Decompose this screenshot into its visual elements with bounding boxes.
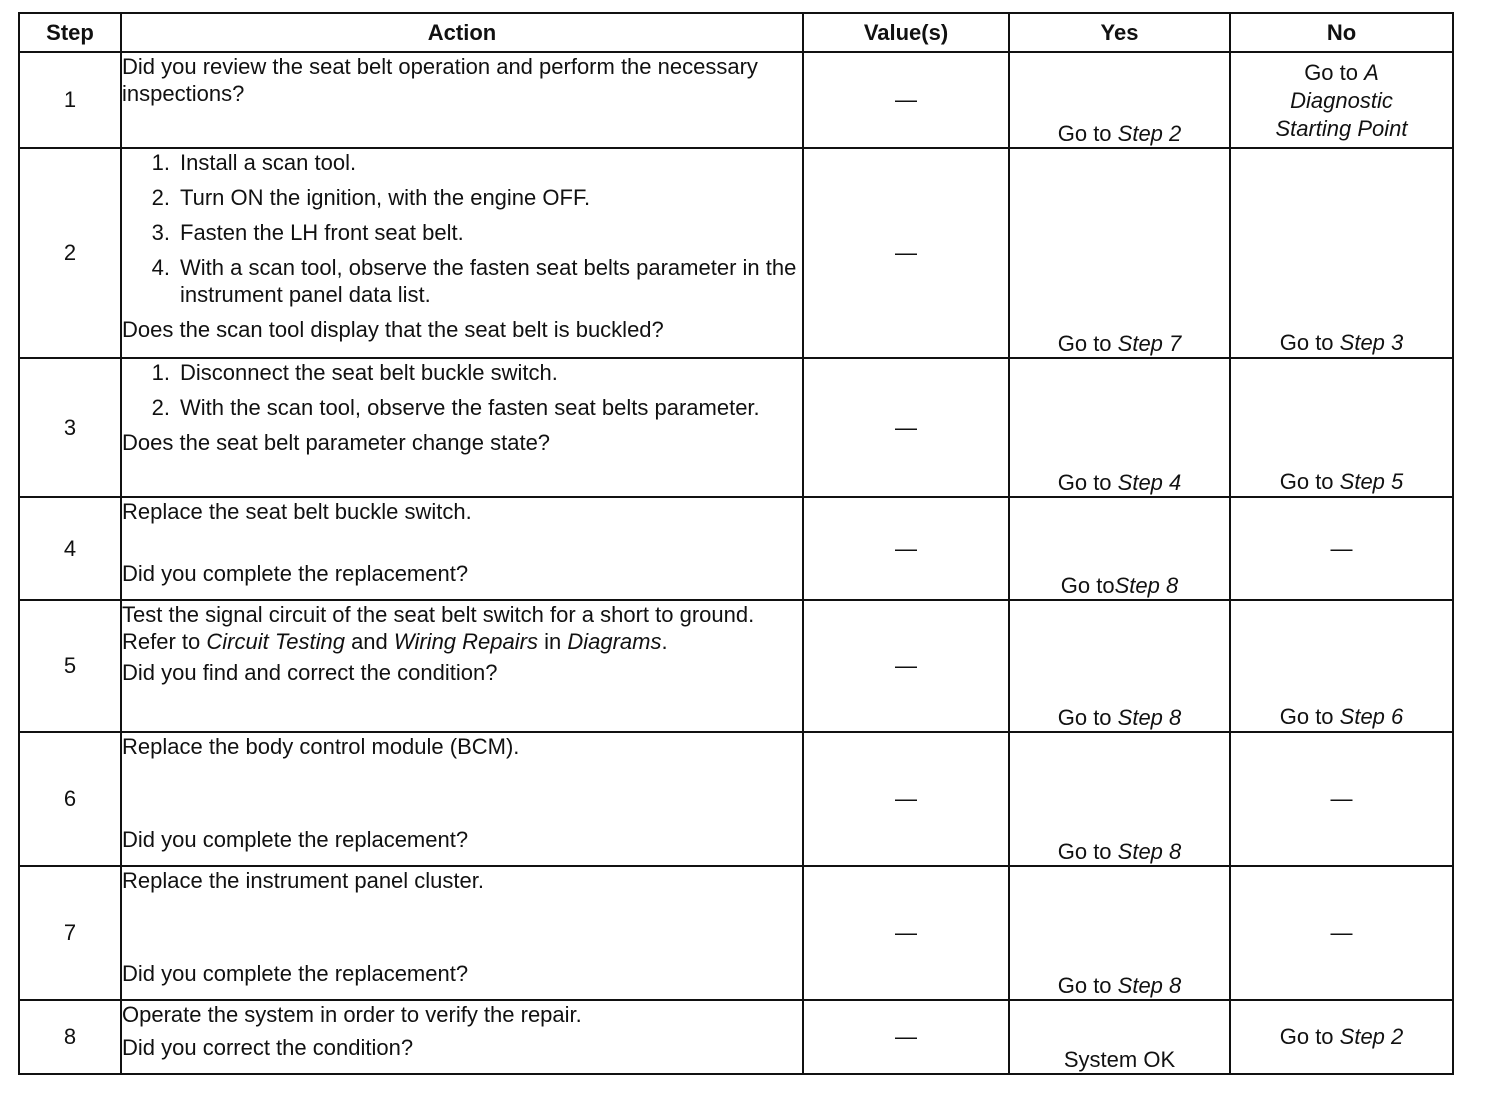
- header-no: No: [1230, 13, 1453, 52]
- yes-cell: [1009, 732, 1230, 866]
- no-step-link[interactable]: A Diagnostic Starting Point: [1275, 60, 1408, 141]
- no-prefix: Go to: [1279, 1024, 1340, 1049]
- no-prefix: Go to: [1279, 704, 1340, 729]
- action-steps-list: [122, 359, 802, 421]
- value-cell: —: [803, 358, 1009, 497]
- action-steps-list: [122, 149, 802, 308]
- no-step-link[interactable]: Step 6: [1339, 704, 1404, 729]
- action-text: Did you review the seat belt operation and perform the necessary inspections?: [122, 54, 758, 106]
- table-row: [19, 866, 1453, 1000]
- step-number: 4: [19, 497, 121, 600]
- yes-cell: [1009, 148, 1230, 358]
- action-cell: [121, 866, 803, 1000]
- yes-cell: [1009, 52, 1230, 148]
- step-number: 2: [19, 148, 121, 358]
- action-question: Does the seat belt parameter change state?: [122, 430, 551, 455]
- action-question: Did you find and correct the condition?: [122, 660, 498, 685]
- no-step-link[interactable]: Step 5: [1339, 469, 1404, 494]
- header-action: Action: [121, 13, 803, 52]
- yes-step-link[interactable]: Step 2: [1117, 121, 1182, 146]
- table-row: [19, 497, 1453, 600]
- action-cell: [121, 148, 803, 358]
- action-cell: [121, 732, 803, 866]
- list-item: 4. With a scan tool, observe the fasten seat belts parameter in the instrument panel data list.: [151, 255, 797, 307]
- table-row: [19, 732, 1453, 866]
- no-cell: [1230, 1000, 1453, 1074]
- yes-cell: System OK: [1009, 1000, 1230, 1074]
- step-number: 5: [19, 600, 121, 732]
- no-prefix: Go to: [1279, 469, 1340, 494]
- action-cell: [121, 358, 803, 497]
- step-number: 3: [19, 358, 121, 497]
- yes-prefix: Go to: [1057, 973, 1118, 998]
- value-cell: —: [803, 148, 1009, 358]
- no-cell: [1230, 148, 1453, 358]
- no-prefix: Go to: [1279, 330, 1340, 355]
- action-question: Did you complete the replacement?: [122, 961, 469, 986]
- action-text: Test the signal circuit of the seat belt switch for a short to ground. Refer to Circuit Testing and Wiring Repairs in Diagrams.: [122, 602, 755, 654]
- table-row: [19, 358, 1453, 497]
- yes-cell: [1009, 600, 1230, 732]
- yes-step-link[interactable]: Step 8: [1117, 839, 1182, 864]
- yes-prefix: Go to: [1057, 705, 1118, 730]
- action-question: Did you complete the replacement?: [122, 827, 469, 852]
- value-cell: —: [803, 600, 1009, 732]
- table-row: [19, 1000, 1453, 1074]
- action-text: Operate the system in order to verify the repair.: [122, 1002, 582, 1027]
- yes-prefix: Go to: [1057, 839, 1118, 864]
- no-step-link[interactable]: Step 3: [1339, 330, 1404, 355]
- yes-prefix: Go to: [1057, 470, 1118, 495]
- action-question: Did you complete the replacement?: [122, 561, 469, 586]
- table-row: [19, 600, 1453, 732]
- action-text: Replace the instrument panel cluster.: [122, 868, 484, 893]
- no-cell: —: [1230, 866, 1453, 1000]
- step-number: 8: [19, 1000, 121, 1074]
- list-item: 3. Fasten the LH front seat belt.: [151, 220, 464, 245]
- table-row: [19, 52, 1453, 148]
- header-values: Value(s): [803, 13, 1009, 52]
- value-cell: —: [803, 1000, 1009, 1074]
- no-cell: —: [1230, 497, 1453, 600]
- header-step: Step: [19, 13, 121, 52]
- action-question: Does the scan tool display that the seat belt is buckled?: [122, 317, 664, 342]
- step-number: 1: [19, 52, 121, 148]
- action-cell: [121, 497, 803, 600]
- action-text: Replace the body control module (BCM).: [122, 734, 520, 759]
- no-cell: [1230, 600, 1453, 732]
- action-cell: [121, 1000, 803, 1074]
- no-cell: —: [1230, 732, 1453, 866]
- value-cell: —: [803, 52, 1009, 148]
- yes-step-link[interactable]: Step 8: [1117, 705, 1182, 730]
- value-cell: —: [803, 732, 1009, 866]
- circuit-testing-link[interactable]: Circuit Testing: [206, 629, 345, 654]
- yes-cell: [1009, 497, 1230, 600]
- no-cell: [1230, 358, 1453, 497]
- no-prefix: Go to: [1304, 60, 1365, 85]
- action-question: Did you correct the condition?: [122, 1035, 414, 1060]
- list-item: 1. Install a scan tool.: [151, 150, 357, 175]
- yes-step-link[interactable]: Step 7: [1117, 331, 1182, 356]
- yes-cell: [1009, 358, 1230, 497]
- list-item: 1. Disconnect the seat belt buckle switch.: [151, 360, 558, 385]
- yes-step-link[interactable]: Step 8: [1117, 973, 1182, 998]
- value-cell: —: [803, 497, 1009, 600]
- diagrams-link[interactable]: Diagrams: [567, 629, 662, 654]
- yes-step-link[interactable]: Step 4: [1117, 470, 1182, 495]
- list-item: 2. With the scan tool, observe the fasten seat belts parameter.: [151, 395, 760, 420]
- yes-step-link[interactable]: Step 8: [1114, 573, 1179, 598]
- yes-cell: [1009, 866, 1230, 1000]
- value-cell: —: [803, 866, 1009, 1000]
- list-item: 2. Turn ON the ignition, with the engine OFF.: [151, 185, 591, 210]
- action-text: Replace the seat belt buckle switch.: [122, 499, 472, 524]
- action-cell: [121, 52, 803, 148]
- header-row: [19, 13, 1453, 52]
- no-step-link[interactable]: Step 2: [1339, 1024, 1404, 1049]
- step-number: 7: [19, 866, 121, 1000]
- yes-prefix: Go to: [1057, 331, 1118, 356]
- step-number: 6: [19, 732, 121, 866]
- yes-prefix: Go to: [1057, 121, 1118, 146]
- action-cell: [121, 600, 803, 732]
- no-cell: [1230, 52, 1453, 148]
- yes-prefix: Go to: [1060, 573, 1115, 598]
- table-row: [19, 148, 1453, 358]
- diagnostic-table: [18, 12, 1454, 1075]
- header-yes: Yes: [1009, 13, 1230, 52]
- wiring-repairs-link[interactable]: Wiring Repairs: [393, 629, 538, 654]
